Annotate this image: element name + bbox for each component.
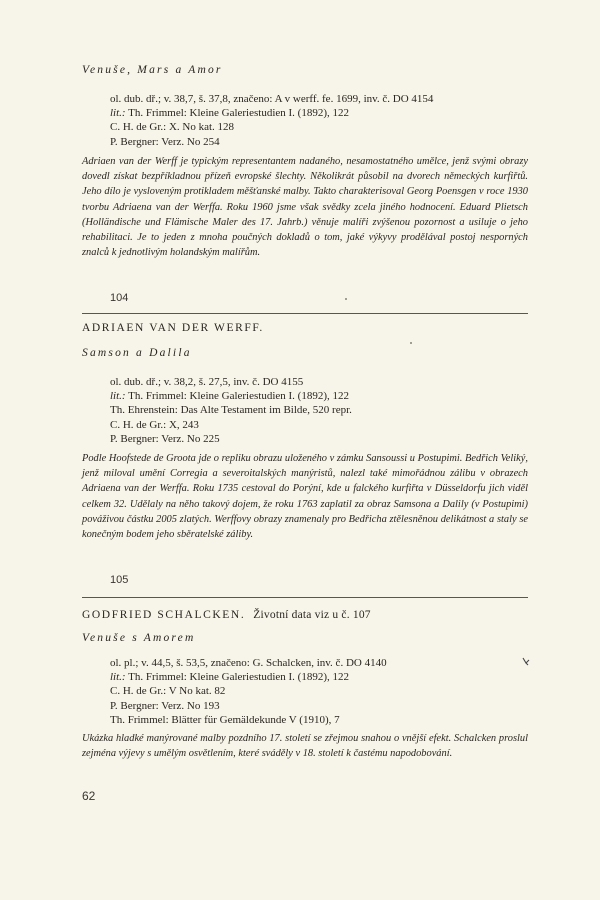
entry-number: 105	[110, 574, 129, 586]
catalog-block	[110, 92, 433, 149]
catalog-line: ol. dub. dř.; v. 38,2, š. 27,5, inv. č. DO 4155	[110, 376, 304, 388]
stray-mark-icon	[522, 657, 530, 666]
artist-heading-row	[82, 605, 371, 623]
section-rule	[82, 597, 528, 598]
catalog-line: lit.: Th. Frimmel: Kleine Galeriestudien I. (1892), 122	[110, 107, 350, 120]
catalog-line: ol. pl.; v. 44,5, š. 53,5, značeno: G. Schalcken, inv. č. DO 4140	[110, 657, 387, 669]
print-speck	[410, 342, 412, 344]
catalog-line: C. H. de Gr.: V No kat. 82	[110, 685, 226, 698]
catalog-line: P. Bergner: Verz. No 193	[110, 699, 220, 712]
catalog-line: P. Bergner: Verz. No 254	[110, 135, 220, 148]
artwork-title: Venuše s Amorem	[82, 632, 196, 644]
artist-note: Životní data viz u č. 107	[253, 609, 371, 621]
catalog-line: lit.: Th. Frimmel: Kleine Galeriestudien I. (1892), 122	[110, 390, 350, 403]
artist-heading: GODFRIED SCHALCKEN.	[82, 609, 246, 621]
print-speck	[345, 298, 347, 300]
page-number: 62	[82, 789, 96, 803]
catalog-line: Th. Frimmel: Blätter für Gemäldekunde V (1910), 7	[110, 713, 340, 726]
commentary-paragraph: Adriaen van der Werff je typickým representantem nadaného, nesamostatného umělce, jenž svými obrazy dovedl získat bezpříkladnou přízeň evropské šlechty. Několikrát působil na dvorech německých kurfiřtů. Jeho dílo je vysloveným protikladem měšťanské malby. Takto charakterisoval Georg Poensgen v roce 1930 tvorbu Adriaena van der Werffa. Roku 1960 jsme však svědky zcela jiného hodnocení. Eduard Plietsch (Holländische und Flämische Maler des 17. Jahrb.) věnuje malíři zvýšenou pozornost a usiluje o jeho rehabilitaci. Je to jeden z mnoha poučných dokladů o tom, jaké výkyvy prodělával postoj nesporných znalců k jednotlivým holandským malířům.	[82, 156, 528, 259]
commentary-paragraph: Ukázka hladké manýrované malby pozdního 17. století se zřejmou snahou o vnější efekt. Schalcken proslul zejména výjevy s umělým osvětlením, které sváděly v 18. století k častému napodobování.	[82, 733, 528, 760]
catalog-line: lit.: Th. Frimmel: Kleine Galeriestudien I. (1892), 122	[110, 671, 350, 684]
catalog-line: C. H. de Gr.: X, 243	[110, 418, 199, 431]
commentary-paragraph: Podle Hoofstede de Groota jde o repliku obrazu uloženého v zámku Sansoussi u Postupimi. Bedřich Veliký, jenž miloval umění Corregia a severoitalských manýristů, nalezl také mimořádnou zálibu v obrazech Adriaena van der Werffa. Roku 1735 cestoval do Porýní, kde u falckého kurfiřta v Düsseldorfu jich viděl celkem 32. Udělaly na něho takový dojem, že roku 1763 zaplatil za obraz Samsona a Dalily (v Postupimi) pováživou částku 2005 zlatých. Werffovy obrazy znamenaly pro Bedřicha ztělesněnou delikátnost a staly se konečným bodem jeho sběratelské záliby.	[82, 453, 528, 541]
catalog-block	[110, 375, 352, 446]
section-rule	[82, 313, 528, 314]
artwork-title: Venuše, Mars a Amor	[82, 64, 223, 76]
catalog-line: ol. dub. dř.; v. 38,7, š. 37,8, značeno: A v werff. fe. 1699, inv. č. DO 4154	[110, 93, 434, 105]
entry-number: 104	[110, 292, 129, 304]
artist-heading: ADRIAEN VAN DER WERFF.	[82, 322, 264, 334]
catalog-line: Th. Ehrenstein: Das Alte Testament im Bilde, 520 repr.	[110, 404, 352, 417]
catalog-line: C. H. de Gr.: X. No kat. 128	[110, 121, 235, 134]
artwork-title: Samson a Dalila	[82, 347, 192, 359]
catalog-line: P. Bergner: Verz. No 225	[110, 432, 220, 445]
catalog-block	[110, 656, 387, 727]
